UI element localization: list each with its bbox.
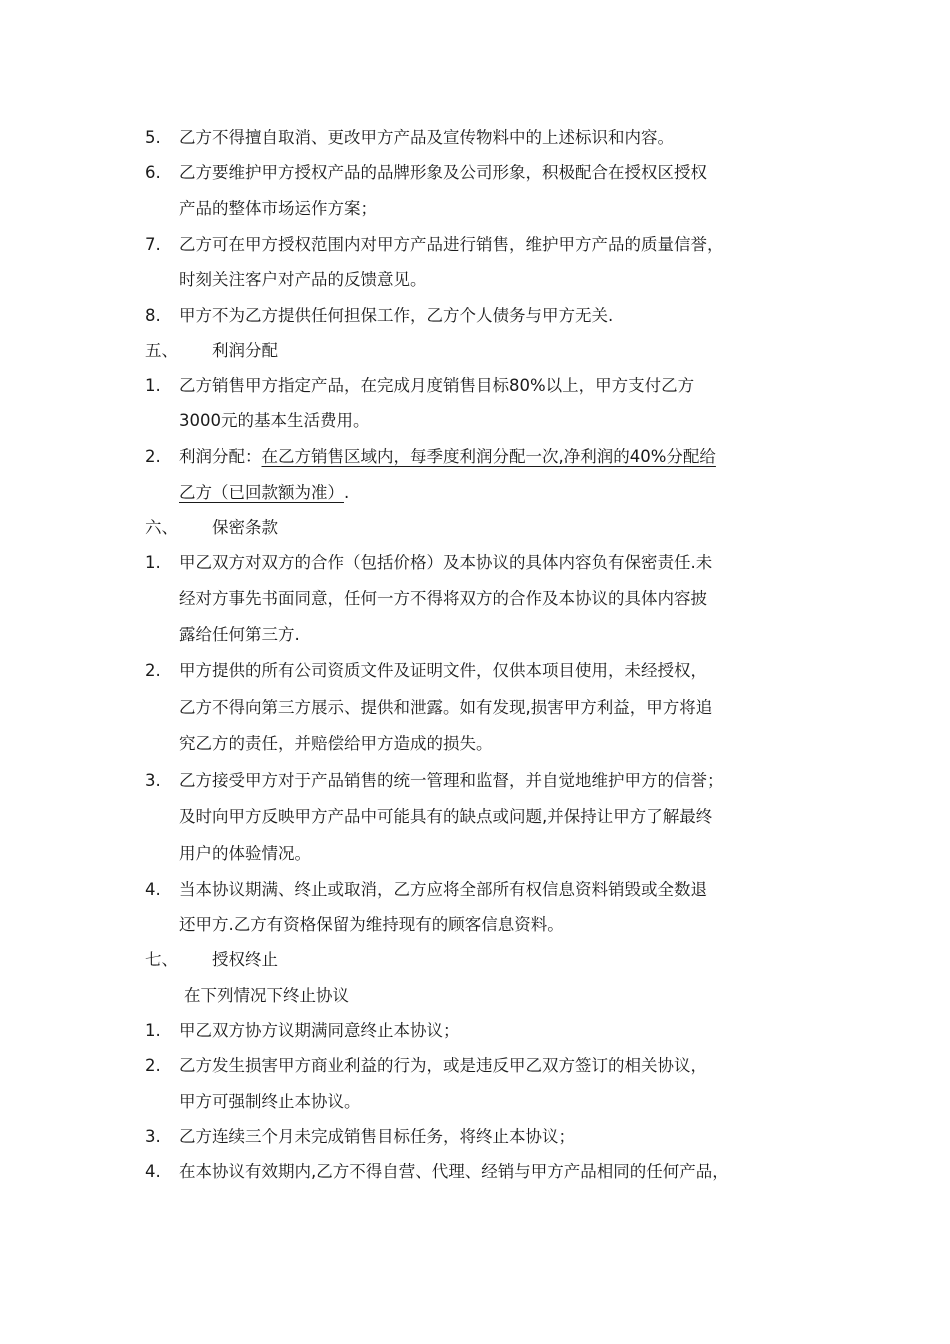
item-number: 2. [145,1056,161,1075]
item-text: 经对方事先书面同意，任何一方不得将双方的合作及本协议的具体内容披 [179,589,707,608]
item-text: 甲方提供的所有公司资质文件及证明文件，仅供本项目使用，未经授权， [179,661,707,680]
item-text: 乙方可在甲方授权范围内对甲方产品进行销售，维护甲方产品的质量信誉， [179,235,724,254]
item-text: 乙方连续三个月未完成销售目标任务，将终止本协议； [179,1127,575,1146]
item-number: 2. [145,447,161,466]
item-number: 8. [145,306,161,325]
item-text: 究乙方的责任，并赔偿给甲方造成的损失。 [179,734,493,753]
item-number: 1. [145,376,161,395]
item-number: 3. [145,771,161,790]
item-number: 1. [145,553,161,572]
item-number: 2. [145,661,161,680]
item-number: 1. [145,1021,161,1040]
item-number: 7. [145,235,161,254]
item-text: 乙方接受甲方对于产品销售的统一管理和监督，并自觉地维护甲方的信誉； [179,771,724,790]
section-number: 七、 [145,950,178,969]
item-text: 乙方不得擅自取消、更改甲方产品及宣传物料中的上述标识和内容。 [179,128,674,147]
item-text: 甲方可强制终止本协议。 [179,1092,361,1111]
item-text: 乙方不得向第三方展示、提供和泄露。如有发现,损害甲方利益，甲方将追 [179,698,713,717]
item-text: 甲方不为乙方提供任何担保工作，乙方个人债务与甲方无关. [179,306,614,325]
item-text: 乙方发生损害甲方商业利益的行为，或是违反甲乙双方签订的相关协议， [179,1056,707,1075]
section-title: 授权终止 [212,950,278,969]
item-number: 5. [145,128,161,147]
section-title: 利润分配 [212,341,278,360]
item-text: 甲乙双方对双方的合作（包括价格）及本协议的具体内容负有保密责任.未 [179,553,713,572]
item-text: 当本协议期满、终止或取消，乙方应将全部所有权信息资料销毁或全数退 [179,880,707,899]
item-text: 3000元的基本生活费用。 [179,411,370,430]
intro-text: 在下列情况下终止协议 [184,986,349,1005]
item-text: 露给任何第三方. [179,625,300,644]
item-text: 在本协议有效期内,乙方不得自营、代理、经销与甲方产品相同的任何产品， [179,1162,729,1181]
item-number: 6. [145,163,161,182]
item-text: 乙方销售甲方指定产品，在完成月度销售目标80%以上，甲方支付乙方 [179,376,695,395]
item-text: 及时向甲方反映甲方产品中可能具有的缺点或问题,并保持让甲方了解最终 [179,807,713,826]
section-number: 六、 [145,518,178,537]
item-number: 4. [145,1162,161,1181]
underlined-text: 乙方（已回款额为准） [179,483,344,502]
item-label: 利润分配： [179,447,262,466]
section-number: 五、 [145,341,178,360]
underlined-text: 在乙方销售区域内，每季度利润分配一次,净利润的40%分配给 [261,447,716,466]
item-text [179,446,716,468]
item-text: 甲乙双方协方议期满同意终止本协议； [179,1021,460,1040]
item-text: 产品的整体市场运作方案； [179,199,377,218]
item-number: 3. [145,1127,161,1146]
item-text [179,482,349,504]
section-title: 保密条款 [212,518,278,537]
item-text: 乙方要维护甲方授权产品的品牌形象及公司形象，积极配合在授权区授权 [179,163,707,182]
trailing-punctuation: . [344,483,350,502]
item-text: 用户的体验情况。 [179,844,311,863]
item-text: 时刻关注客户对产品的反馈意见。 [179,270,427,289]
item-number: 4. [145,880,161,899]
item-text: 还甲方.乙方有资格保留为维持现有的顾客信息资料。 [179,915,564,934]
